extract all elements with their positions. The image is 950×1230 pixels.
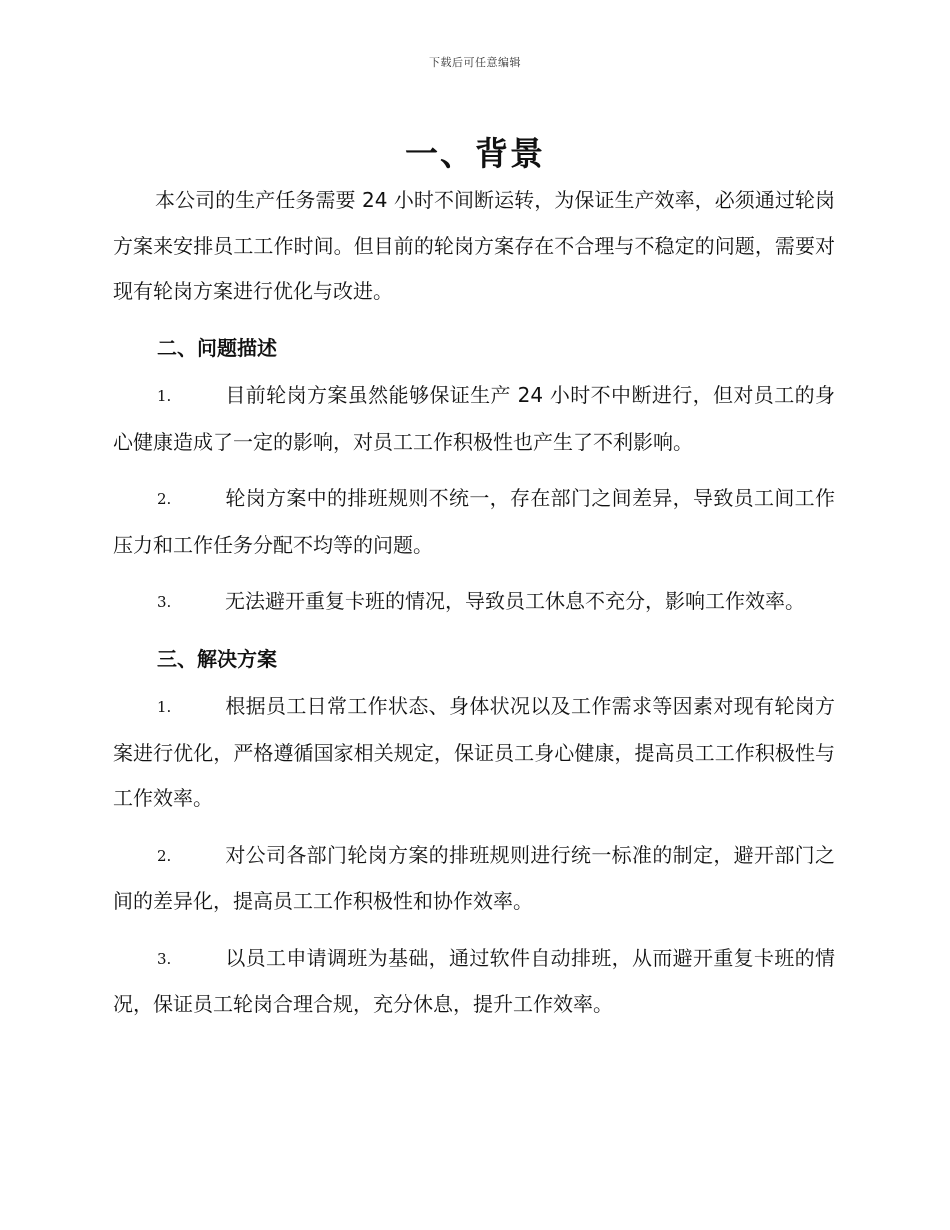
list-number: 1. bbox=[157, 698, 172, 716]
problem-item-3 bbox=[113, 579, 835, 626]
list-text: 对公司各部门轮岗方案的排班规则进行统一标准的制定，避开部门之间的差异化，提高员工工作积极性和协作效率。 bbox=[113, 842, 835, 913]
section-heading-solution: 三、解决方案 bbox=[157, 646, 277, 671]
list-number: 2. bbox=[157, 846, 172, 865]
section-heading-problem: 二、问题描述 bbox=[157, 335, 277, 360]
header-note: 下载后可任意编辑 bbox=[429, 56, 521, 69]
list-text: 无法避开重复卡班的情况，导致员工休息不充分，影响工作效率。 bbox=[225, 589, 805, 613]
solution-item-2 bbox=[113, 833, 835, 925]
solution-item-3 bbox=[113, 936, 835, 1028]
solution-item-1 bbox=[113, 684, 835, 822]
list-number: 1. bbox=[157, 387, 172, 405]
list-number: 3. bbox=[157, 593, 172, 611]
list-number: 2. bbox=[157, 490, 172, 508]
list-text: 目前轮岗方案虽然能够保证生产 24 小时不中断进行，但对员工的身心健康造成了一定的影响，对员工工作积极性也产生了不利影响。 bbox=[113, 383, 835, 454]
background-paragraph: 本公司的生产任务需要 24 小时不间断运转，为保证生产效率，必须通过轮岗方案来安排员工工作时间。但目前的轮岗方案存在不合理与不稳定的问题，需要对现有轮岗方案进行优化与改进。 bbox=[113, 188, 835, 303]
document-title: 一、背景 bbox=[405, 134, 545, 173]
list-number: 3. bbox=[157, 949, 172, 968]
document-body bbox=[113, 178, 835, 1028]
list-text: 根据员工日常工作状态、身体状况以及工作需求等因素对现有轮岗方案进行优化，严格遵循国家相关规定，保证员工身心健康，提高员工工作积极性与工作效率。 bbox=[113, 694, 835, 810]
list-text: 轮岗方案中的排班规则不统一，存在部门之间差异，导致员工间工作压力和工作任务分配不均等的问题。 bbox=[113, 486, 835, 557]
problem-item-2 bbox=[113, 476, 835, 568]
problem-item-1 bbox=[113, 373, 835, 465]
list-text: 以员工申请调班为基础，通过软件自动排班，从而避开重复卡班的情况，保证员工轮岗合理合规，充分休息，提升工作效率。 bbox=[113, 945, 835, 1016]
